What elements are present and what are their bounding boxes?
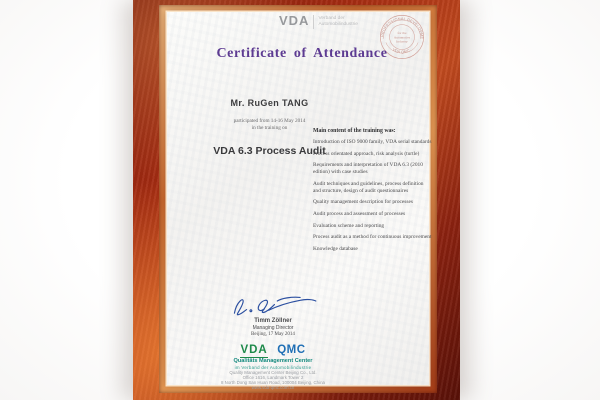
address-line: www.vda-qmc.com.cn: [251, 384, 295, 390]
seal-arc-bottom-text: VDA QMC: [391, 47, 411, 55]
signer-title: Managing Director: [252, 325, 294, 331]
certificate-paper: [167, 12, 432, 390]
content-item: Requirements and interpretation of VDA 6.3 (2010 edition) with case studies: [313, 162, 423, 176]
seal-center-line3: Industry: [396, 39, 408, 44]
vda-logo-divider: [313, 15, 314, 29]
content-item: Introduction of ISO 9000 family, VDA serial standards: [313, 139, 432, 145]
signature-scribble: [223, 293, 323, 319]
content-item: Quality management description for processes: [313, 199, 413, 206]
content-item: Audit process and assessment of processes: [313, 211, 406, 218]
vda-logo-subtitle: [318, 14, 357, 28]
picture-frame: [133, 0, 460, 400]
content-item: Audit techniques and guidelines, process definition and structure, design of audit questionnaires: [313, 180, 424, 194]
seal-center-line1: for the: [397, 31, 407, 36]
footer-vda-logo: VDA: [240, 344, 268, 356]
footer-address: [193, 371, 353, 390]
content-item: Process audit as a method for continuous improvement: [313, 234, 432, 241]
footer-qmc-logo: QMC: [277, 344, 306, 356]
seal-arc-top-text: PROFESSIONAL DEVELOPME: [380, 16, 424, 40]
content-item: Evaluation scheme and reporting: [313, 222, 385, 229]
course-title: VDA 6.3 Process Audit: [213, 145, 326, 157]
footer-logos: [208, 340, 338, 358]
signature-place-date: Beijing, 17 May 2014: [251, 332, 295, 337]
vda-logo-text: VDA: [279, 13, 310, 28]
footer-org-name: Qualitäts Management Center: [233, 358, 313, 364]
address-line: Office 1616, Landmark Tower 2: [242, 374, 304, 380]
address-line: Quality Management Center Beijing Co., Ltd.: [229, 370, 317, 375]
seal-center-line2: Automotive: [393, 35, 411, 40]
address-line: 8 North Dong San Huan Road, 100004 Beijing, China: [221, 379, 325, 385]
footer-org-subtitle: im Verband der Automobilindustrie: [234, 365, 312, 370]
vda-logo-subtitle-line2: Automobilindustrie: [318, 22, 358, 28]
participation-line-1: participated from 14-16 May 2014: [233, 118, 306, 124]
signature-block: [208, 318, 338, 337]
content-item: Knowledge database: [313, 245, 358, 252]
vda-logo: [279, 14, 358, 29]
content-item: Process orientated approach, risk analysis (turtle): [313, 150, 420, 157]
training-content-list: [313, 128, 432, 258]
certificate-title: Certificate of Attendance: [216, 46, 388, 61]
signer-name: Timm Zöllner: [254, 318, 292, 324]
recipient-name: Mr. RuGen TANG: [230, 98, 309, 108]
vda-logo-subtitle-line1: Verband der: [318, 16, 345, 21]
participation-line-2: in the training on: [251, 125, 288, 131]
content-heading: Main content of the training was:: [313, 128, 396, 134]
